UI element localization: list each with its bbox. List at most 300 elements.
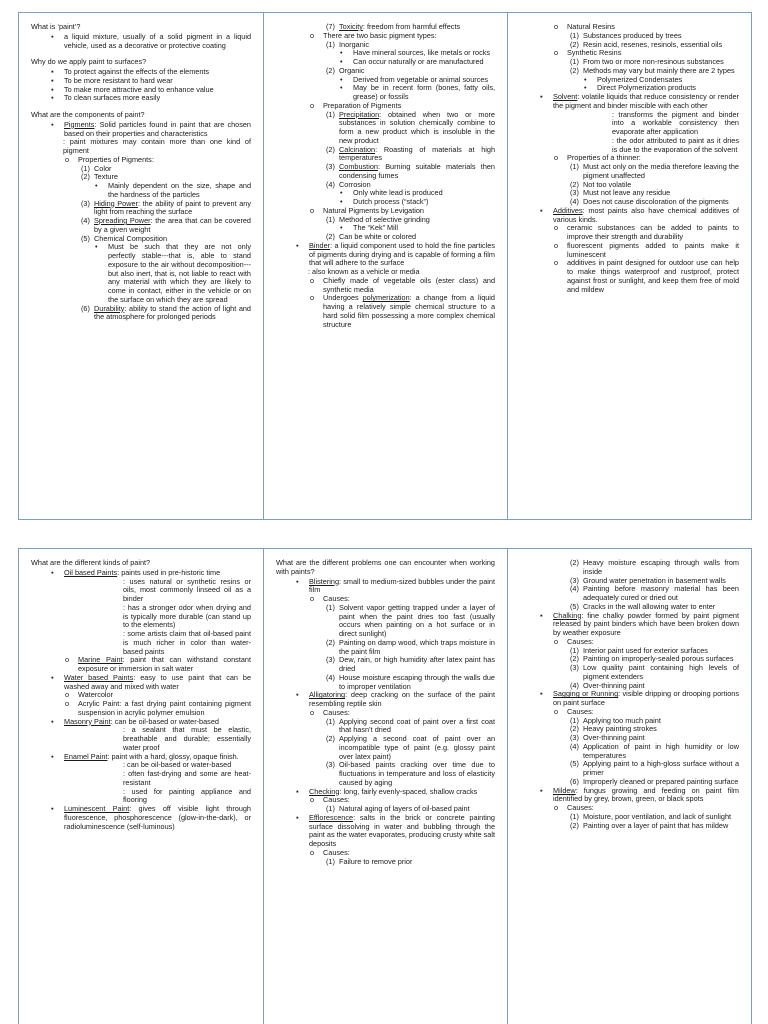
- item-text: fluorescent pigments added to paints make it luminescent: [567, 240, 739, 259]
- item-text: Organic: [339, 65, 365, 75]
- definition-continuation: : paint mixtures may contain more than one kind of pigment: [63, 137, 251, 155]
- item-text: House moisture escaping through the walls due to improper ventilation: [339, 672, 495, 691]
- term: Combustion: [339, 162, 378, 171]
- list-marker: ▪: [540, 92, 543, 101]
- list-marker: (2): [326, 734, 335, 743]
- list-item: [31, 94, 251, 103]
- list-marker: (6): [81, 303, 90, 313]
- list-item-text: [339, 604, 495, 639]
- section-question: What are the components of paint?: [31, 110, 145, 119]
- list-item-text: [583, 664, 739, 682]
- item-text: Failure to remove prior: [339, 856, 413, 866]
- item-text: : visible dripping or drooping portions on paint surface: [553, 689, 739, 707]
- page-2-column-3: [507, 549, 751, 1024]
- term: Luminescent Paint: [64, 804, 130, 813]
- term: Solvent: [553, 92, 578, 101]
- list-item: [276, 111, 495, 146]
- item-text: Natural Pigments by Levigation: [323, 205, 424, 215]
- item-text: Can be white or colored: [339, 232, 417, 241]
- list-item-text: [339, 674, 495, 692]
- item-text: Applying paint to a high-gloss surface without a primer: [583, 759, 739, 777]
- item-text: : most paints also have chemical additives of various kinds.: [553, 205, 739, 224]
- list-item: [520, 259, 739, 294]
- definition-continuation: : transforms the pigment and binder into a workable consistency then evaporate after application: [612, 109, 739, 136]
- list-item-text: [309, 691, 495, 709]
- item-text: : paint that can withstand constant exposure or immersion in salt water: [78, 655, 251, 673]
- list-marker: o: [554, 803, 559, 812]
- list-item: [276, 84, 495, 102]
- list-item-text: [339, 718, 495, 736]
- list-marker: o: [310, 795, 315, 805]
- list-item: [276, 656, 495, 674]
- list-marker: o: [310, 293, 315, 303]
- section-question: What are the different problems one can encounter when working with paints?: [276, 558, 495, 576]
- section-question: Why do we apply paint to surfaces?: [31, 57, 147, 67]
- list-item: [276, 242, 495, 268]
- list-item-text: [567, 259, 739, 294]
- item-text: Must act only on the media therefore leaving the pigment unaffected: [583, 162, 739, 180]
- list-item-text: [353, 58, 495, 67]
- list-item-text: [339, 761, 495, 787]
- list-marker: •: [95, 181, 98, 190]
- list-marker: (4): [570, 741, 579, 751]
- list-marker: •: [340, 223, 343, 233]
- list-item: [276, 604, 495, 639]
- list-marker: (7): [326, 22, 335, 31]
- item-text: Undergoes: [323, 293, 363, 303]
- list-marker: (2): [570, 65, 579, 75]
- list-marker: (4): [570, 584, 579, 594]
- list-item-text: [309, 242, 495, 268]
- item-text: Ground water penetration in basement walls: [583, 575, 726, 585]
- list-marker: o: [65, 699, 70, 708]
- list-marker: (1): [326, 602, 335, 612]
- list-item: [276, 718, 495, 736]
- list-item: [520, 822, 739, 831]
- item-text: Texture: [94, 172, 118, 182]
- list-marker: (1): [326, 856, 335, 866]
- list-marker: o: [310, 594, 315, 603]
- list-marker: ▪: [296, 240, 299, 250]
- page-1-column-3: [507, 13, 751, 519]
- list-item: [276, 578, 495, 596]
- item-text: Cracks in the wall allowing water to enter: [583, 601, 716, 611]
- item-text: Dutch process (“stack”): [353, 197, 429, 206]
- item-text: Chiefly made of vegetable oils (ester class) and synthetic media: [323, 275, 495, 294]
- term: Mildew: [553, 785, 576, 795]
- term: Spreading Power: [94, 216, 151, 225]
- item-text: The “Kek” Mill: [353, 223, 399, 233]
- item-text: Direct Polymerization products: [597, 83, 696, 93]
- list-marker: (2): [326, 232, 335, 241]
- item-text: : the area that can be covered by a given weight: [94, 216, 251, 234]
- item-text: Acrylic Paint: a fast drying paint containing pigment suspension in acrylic polymer emulsion: [78, 699, 251, 717]
- term: Sagging or Running: [553, 689, 619, 699]
- list-item-text: [94, 217, 251, 235]
- term: Blistering: [309, 576, 340, 586]
- list-marker: •: [95, 242, 98, 252]
- list-item-text: [108, 182, 251, 200]
- item-text: Improperly cleaned or prepared painting surface: [583, 776, 739, 786]
- item-text: Must not leave any residue: [583, 188, 671, 198]
- list-marker: o: [554, 223, 559, 233]
- item-text: Chemical Composition: [94, 233, 167, 243]
- term: Pigments: [64, 119, 95, 129]
- item-text: Causes:: [567, 803, 594, 812]
- list-marker: (3): [570, 188, 579, 198]
- item-text: : Burning suitable materials then condensing fumes: [339, 162, 495, 180]
- list-marker: o: [310, 30, 315, 40]
- list-item: [520, 242, 739, 260]
- list-marker: (2): [326, 144, 335, 154]
- list-marker: o: [554, 153, 559, 163]
- list-marker: (2): [326, 65, 335, 75]
- list-marker: ▪: [51, 716, 54, 726]
- list-marker: (1): [326, 804, 335, 813]
- item-text: Applying a second coat of paint over an incompatible type of paint (e.g. glossy paint over latex paint): [339, 734, 495, 761]
- list-item: [276, 674, 495, 692]
- list-marker: o: [65, 655, 70, 665]
- list-item: [276, 735, 495, 761]
- item-text: Causes:: [323, 795, 350, 805]
- term: Binder: [309, 240, 331, 250]
- list-item: [276, 639, 495, 657]
- page-1-column-2: [263, 13, 507, 519]
- list-marker: (2): [570, 179, 579, 189]
- list-marker: o: [310, 707, 315, 717]
- list-item: [31, 33, 251, 51]
- list-marker: ▪: [51, 672, 54, 682]
- list-marker: •: [340, 48, 343, 58]
- item-text: : easy to use paint that can be washed away and mixed with water: [64, 672, 252, 691]
- item-text: There are two basic pigment types:: [323, 30, 437, 40]
- item-text: Interior paint used for exterior surfaces: [583, 645, 708, 655]
- term: Additives: [553, 205, 583, 215]
- item-text: Over-thinning paint: [583, 680, 645, 690]
- list-item: [276, 58, 495, 67]
- list-item-text: [339, 163, 495, 181]
- list-item: [520, 585, 739, 603]
- list-item-text: [94, 200, 251, 218]
- list-marker: (5): [570, 601, 579, 611]
- list-marker: ▪: [540, 205, 543, 215]
- list-marker: o: [310, 205, 315, 215]
- item-text: Natural Resins: [567, 22, 615, 31]
- item-text: Inorganic: [339, 39, 370, 49]
- list-marker: (1): [326, 716, 335, 726]
- list-item: [31, 165, 251, 174]
- list-marker: •: [340, 188, 343, 198]
- list-marker: ▪: [51, 75, 54, 85]
- list-marker: ▪: [51, 804, 54, 813]
- definition-continuation: : can be oil-based or water-based: [123, 760, 232, 770]
- term: Hiding Power: [94, 198, 138, 208]
- item-text: Corrosion: [339, 179, 371, 189]
- list-marker: (2): [570, 820, 579, 830]
- term: Masonry Paint: [64, 716, 111, 726]
- list-item-text: [353, 84, 495, 102]
- item-text: Not too volatile: [583, 179, 632, 189]
- list-marker: (1): [570, 57, 579, 66]
- item-text: Painting before masonry material has been adequately cured or dried out: [583, 584, 739, 602]
- item-text: Solvent vapor getting trapped under a layer of paint when the paint dries too fast (usually occurs when painting on a hot surface or in direct sunlight): [339, 602, 495, 638]
- item-text: Color: [94, 163, 112, 173]
- list-item: [31, 121, 251, 139]
- item-text: Preparation of Pigments: [323, 100, 402, 110]
- list-item-text: [567, 224, 739, 242]
- list-marker: (5): [81, 233, 90, 243]
- list-marker: ▪: [296, 690, 299, 700]
- list-marker: o: [554, 22, 559, 31]
- list-item-text: [323, 294, 495, 329]
- item-text: Polymerized Condensates: [597, 74, 683, 84]
- list-item-text: [64, 94, 251, 103]
- list-item: [276, 691, 495, 709]
- list-item: [276, 294, 495, 329]
- item-text: From two or more non-resinous substances: [583, 57, 724, 66]
- item-text: Natural aging of layers of oil-based paint: [339, 804, 470, 813]
- term: Enamel Paint: [64, 751, 108, 761]
- item-text: Causes:: [567, 706, 594, 716]
- term: Oil based Paints: [64, 567, 118, 577]
- list-marker: o: [65, 154, 70, 164]
- item-text: : ability to stand the action of light and the atmosphere for prolonged periods: [94, 303, 251, 322]
- list-marker: (3): [570, 663, 579, 672]
- item-text: Dew, rain, or high humidity after latex paint has dried: [339, 655, 495, 673]
- list-item-text: [553, 207, 739, 225]
- item-text: Painting on improperly-sealed porous surfaces: [583, 654, 734, 664]
- page-2-column-2: [263, 549, 507, 1024]
- list-marker: •: [340, 197, 343, 206]
- list-item: [520, 207, 739, 225]
- list-marker: •: [340, 83, 343, 93]
- item-text: To clean surfaces more easily: [64, 93, 161, 103]
- page-2: [18, 548, 752, 1024]
- list-item-text: [553, 93, 739, 111]
- list-marker: (3): [326, 760, 335, 770]
- item-text: ceramic substances can be added to paints to improve their strength and durability: [567, 223, 739, 241]
- list-marker: •: [584, 83, 587, 93]
- list-marker: (4): [326, 179, 335, 189]
- list-marker: (4): [570, 680, 579, 690]
- item-text: May be in recent form (bones, fatty oils, grease) or fossils: [353, 83, 495, 101]
- list-marker: (2): [570, 39, 579, 49]
- list-marker: •: [584, 74, 587, 84]
- item-text: : long, fairly evenly-spaced, shallow cracks: [339, 786, 478, 796]
- item-text: To be more resistant to hard wear: [64, 75, 173, 85]
- list-item: [520, 224, 739, 242]
- definition-continuation: : uses natural or synthetic resins or oils, most commonly linseed oil as a binder: [123, 576, 251, 603]
- list-marker: (3): [326, 655, 335, 665]
- term: Precipitation: [339, 109, 380, 119]
- list-marker: (2): [570, 654, 579, 664]
- list-marker: (2): [326, 637, 335, 647]
- list-item-text: [583, 822, 739, 831]
- list-marker: (4): [326, 672, 335, 682]
- page-1: [18, 12, 752, 520]
- item-text: Watercolor: [78, 690, 114, 700]
- item-text: Can occur naturally or are manufactured: [353, 57, 484, 66]
- list-marker: (3): [570, 575, 579, 585]
- item-text: : fine chalky powder formed by paint pigment released by paint binders which have been broken down by weather exposure: [553, 610, 739, 637]
- list-item: [276, 32, 495, 41]
- list-marker: o: [310, 100, 315, 110]
- list-marker: (3): [81, 198, 90, 208]
- list-item: [276, 146, 495, 164]
- item-text: Causes:: [323, 594, 350, 603]
- list-marker: (1): [570, 30, 579, 40]
- item-text: Does not cause discoloration of the pigments: [583, 197, 729, 206]
- list-marker: (2): [570, 724, 579, 734]
- list-item-text: [78, 656, 251, 674]
- list-marker: ▪: [540, 689, 543, 699]
- list-marker: o: [554, 240, 559, 250]
- list-item: [276, 858, 495, 867]
- list-item: [520, 559, 739, 577]
- list-item: [276, 277, 495, 295]
- list-marker: (4): [570, 197, 579, 206]
- page-2-column-1: [19, 549, 263, 1024]
- list-marker: (1): [326, 39, 335, 49]
- list-marker: (2): [81, 172, 90, 182]
- definition-continuation: : has a stronger odor when drying and is typically more durable (can stand up to the elements): [123, 602, 251, 630]
- item-text: Properties of Pigments:: [78, 154, 154, 164]
- item-text: To protect against the effects of the elements: [64, 67, 210, 76]
- list-marker: o: [310, 847, 315, 857]
- list-item-text: [309, 578, 495, 596]
- item-text: Over-thinning paint: [583, 733, 645, 742]
- list-marker: ▪: [296, 576, 299, 586]
- list-marker: ▪: [51, 751, 54, 761]
- list-item: [31, 243, 251, 304]
- list-marker: ▪: [51, 67, 54, 76]
- term: Durability: [94, 303, 125, 313]
- list-marker: ▪: [51, 567, 54, 577]
- list-marker: ▪: [51, 84, 54, 94]
- item-text: : freedom from harmful effects: [362, 22, 461, 31]
- list-marker: o: [554, 48, 559, 58]
- list-item: [31, 700, 251, 718]
- list-marker: (4): [81, 216, 90, 225]
- term: Water based Paints: [64, 672, 134, 682]
- item-text: : a change from a liquid having a relatively simple chemical structure to a hard solid film possessing a more complex chemical structure: [323, 293, 495, 329]
- list-item: [276, 163, 495, 181]
- list-item-text: [339, 639, 495, 657]
- item-text: Heavy moisture escaping through walls from inside: [583, 558, 739, 576]
- list-marker: ▪: [540, 785, 543, 795]
- list-marker: (3): [326, 162, 335, 171]
- item-text: : Solid particles found in paint that are chosen based on their properties and characteristics: [64, 119, 251, 138]
- term: Alligatoring: [309, 690, 346, 700]
- list-item-text: [64, 121, 251, 139]
- list-item-text: [64, 33, 251, 51]
- item-text: Causes:: [567, 636, 594, 646]
- item-text: : deep cracking on the surface of the paint resembling reptile skin: [309, 690, 495, 708]
- list-item: [31, 182, 251, 200]
- list-item: [276, 814, 495, 849]
- list-item: [520, 787, 739, 805]
- list-marker: (1): [570, 715, 579, 725]
- item-text: Mainly dependent on the size, shape and the hardness of the particles: [108, 181, 251, 199]
- list-item-text: [64, 805, 251, 831]
- term: Calcination: [339, 144, 376, 154]
- list-item-text: [339, 111, 495, 146]
- list-marker: ▪: [51, 31, 54, 41]
- item-text: Substances produced by trees: [583, 30, 682, 40]
- item-text: Causes:: [323, 707, 350, 717]
- list-marker: o: [554, 706, 559, 716]
- item-text: Applying second coat of paint over a first coat that hasn’t dried: [339, 716, 495, 735]
- list-marker: ▪: [296, 812, 299, 822]
- list-marker: o: [65, 690, 70, 700]
- list-marker: (1): [326, 109, 335, 119]
- list-item-text: [323, 277, 495, 295]
- item-text: : fungus growing and feeding on paint film identified by grey, brown, green, or black spots: [553, 785, 739, 804]
- list-marker: (1): [570, 645, 579, 655]
- list-item-text: [553, 690, 739, 708]
- item-text: Have mineral sources, like metals or rocks: [353, 48, 491, 58]
- list-marker: ▪: [296, 786, 299, 796]
- list-item-text: [339, 858, 495, 867]
- list-marker: (1): [570, 162, 579, 171]
- list-item-text: [339, 146, 495, 164]
- list-marker: o: [554, 258, 559, 268]
- list-item-text: [309, 814, 495, 849]
- list-item-text: [583, 559, 739, 577]
- item-text: : gives off visible light through fluorescence, phosphorescence (glow-in-the-dark), or radioluminescence (self-luminous): [64, 804, 251, 831]
- list-item: [520, 93, 739, 111]
- list-marker: (1): [326, 214, 335, 224]
- item-text: : Roasting of materials at high temperatures: [339, 144, 495, 163]
- list-marker: (5): [570, 759, 579, 769]
- list-item: [31, 305, 251, 323]
- list-item-text: [553, 612, 739, 638]
- item-text: Derived from vegetable or animal sources: [353, 74, 489, 84]
- list-item: [520, 664, 739, 682]
- item-text: Moisture, poor ventilation, and lack of sunlight: [583, 811, 732, 821]
- item-text: : can be oil-based or water-based: [110, 716, 219, 726]
- item-text: : paints used in pre-historic time: [117, 567, 221, 577]
- list-marker: ▪: [540, 610, 543, 620]
- item-text: Resin acid, resenes, resinols, essential oils: [583, 39, 723, 49]
- list-marker: •: [340, 74, 343, 84]
- item-text: Application of paint in high humidity or low temperatures: [583, 741, 739, 760]
- list-item-text: [553, 787, 739, 805]
- list-marker: (2): [570, 558, 579, 567]
- list-marker: •: [340, 57, 343, 66]
- list-item-text: [567, 242, 739, 260]
- definition-continuation: : also known as a vehicle or media: [308, 267, 420, 276]
- list-marker: (1): [81, 163, 90, 173]
- definition-continuation: : used for painting appliance and flooring: [123, 786, 251, 805]
- item-text: Heavy painting strokes: [583, 724, 657, 734]
- definition-continuation: : the odor attributed to paint as it dries is due to the evaporation of the solvent: [612, 135, 739, 154]
- term: Efflorescence: [309, 812, 354, 822]
- list-item: [520, 690, 739, 708]
- item-text: Must be such that they are not only perfectly stable---that is, able to stand exposure to the air without decomposition---but also inert, that is, not liable to react with any material with which they are likely to come in contact, either in the vehicle or on the surface on which they are spread: [108, 242, 251, 304]
- item-text: a liquid mixture, usually of a solid pigment in a liquid vehicle, used as a decorative or protective coating: [64, 31, 251, 50]
- term: Chalking: [553, 610, 582, 620]
- list-marker: o: [310, 275, 315, 285]
- term: Marine Paint: [78, 655, 123, 665]
- definition-continuation: : some artists claim that oil-based paint is much richer in color than water-based paints: [123, 629, 251, 656]
- item-text: Synthetic Resins: [567, 48, 622, 58]
- item-text: additives in paint designed for outdoor use can help to make things waterproof and rustproof, protect against frost or sunlight, and keep them free of mold and mildew: [567, 258, 739, 294]
- list-item-text: [64, 674, 251, 692]
- list-marker: ▪: [51, 119, 54, 129]
- item-text: Applying too much paint: [583, 715, 661, 725]
- item-text: Methods may vary but mainly there are 2 types: [583, 65, 735, 75]
